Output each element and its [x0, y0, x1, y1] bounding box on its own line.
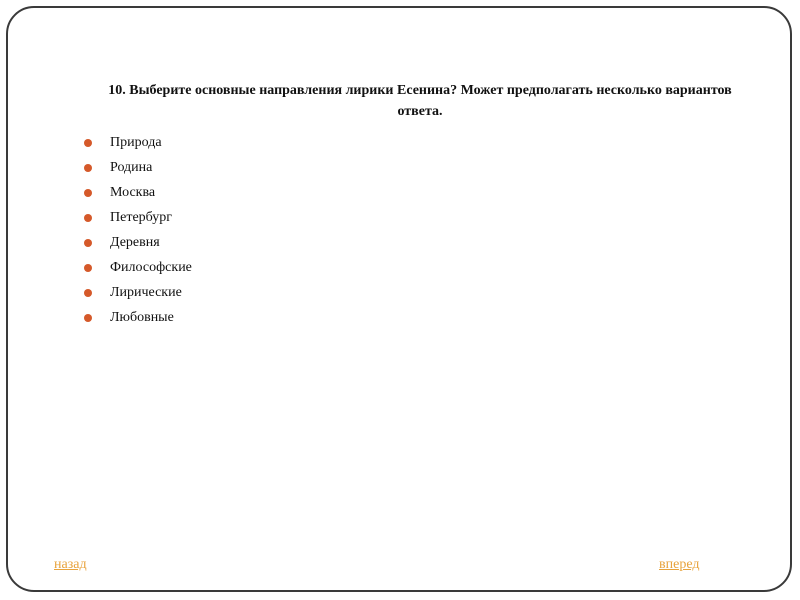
back-link[interactable]: назад: [54, 557, 87, 572]
answer-option[interactable]: [80, 230, 192, 255]
answer-label: Москва: [110, 184, 156, 200]
answer-label: Природа: [110, 134, 162, 150]
answer-label: Философские: [110, 259, 192, 275]
answer-label: Родина: [110, 159, 153, 175]
next-link[interactable]: вперед: [659, 557, 700, 572]
answer-option[interactable]: [80, 305, 192, 330]
bullet-icon: [84, 164, 92, 172]
answer-label: Деревня: [110, 234, 160, 250]
answer-list: [80, 130, 192, 330]
answer-option[interactable]: [80, 255, 192, 280]
answer-option[interactable]: [80, 180, 192, 205]
bullet-icon: [84, 189, 92, 197]
bullet-icon: [84, 139, 92, 147]
answer-option[interactable]: [80, 130, 192, 155]
answer-option[interactable]: [80, 205, 192, 230]
bullet-icon: [84, 314, 92, 322]
answer-label: Петербург: [110, 209, 172, 225]
answer-label: Лирические: [110, 284, 182, 300]
bullet-icon: [84, 214, 92, 222]
bullet-icon: [84, 239, 92, 247]
bullet-icon: [84, 289, 92, 297]
answer-option[interactable]: [80, 280, 192, 305]
answer-option[interactable]: [80, 155, 192, 180]
bullet-icon: [84, 264, 92, 272]
answer-label: Любовные: [110, 309, 174, 325]
question-text: 10. Выберите основные направления лирики Есенина? Может предполагать несколько вариантов ответа.: [108, 83, 732, 119]
